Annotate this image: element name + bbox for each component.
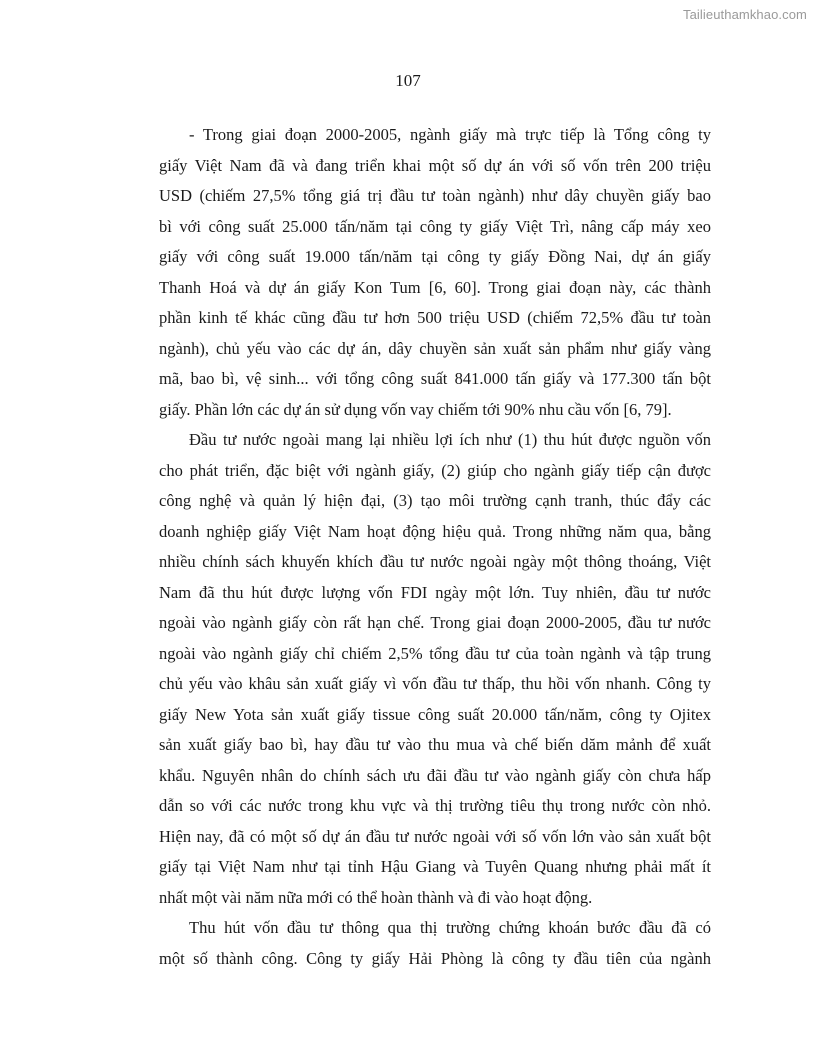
paragraph-line: ngoài vào ngành giấy chỉ chiếm 2,5% tổng đầu tư của toàn ngành và tập trung xyxy=(159,643,711,663)
paragraph-line: giấy Việt Nam đã và đang triển khai một số dự án với số vốn trên 200 triệu xyxy=(159,155,711,175)
paragraph-line: khẩu. Nguyên nhân do chính sách ưu đãi đầu tư vào ngành giấy còn chưa hấp xyxy=(159,765,711,785)
paragraph-line: mã, bao bì, vệ sinh... với tổng công suất 841.000 tấn giấy và 177.300 tấn bột xyxy=(159,369,711,388)
paragraph-line: sản xuất giấy bao bì, hay đầu tư vào thu mua và chế biến dăm mảnh để xuất xyxy=(159,735,711,754)
paragraph-line: doanh nghiệp giấy Việt Nam hoạt động hiệu quả. Trong những năm qua, bằng xyxy=(159,521,711,541)
paragraph-line: ngoài vào ngành giấy còn rất hạn chế. Trong giai đoạn 2000-2005, đầu tư nước xyxy=(159,613,711,632)
paragraph-line: một số thành công. Công ty giấy Hải Phòng là công ty đầu tiên của ngành xyxy=(159,948,711,968)
page-number: 107 xyxy=(395,71,421,90)
paragraph-line: công nghệ và quản lý hiện đại, (3) tạo môi trường cạnh tranh, thúc đẩy các xyxy=(159,491,711,510)
paragraph-3 xyxy=(159,913,711,974)
paragraph-line: giấy. Phần lớn các dự án sử dụng vốn vay chiếm tới 90% nhu cầu vốn [6, 79]. xyxy=(159,399,672,419)
paragraph-line: giấy với công suất 19.000 tấn/năm tại công ty giấy Đồng Nai, dự án giấy xyxy=(159,247,711,266)
paragraph-line: - Trong giai đoạn 2000-2005, ngành giấy mà trực tiếp là Tổng công ty xyxy=(189,125,711,144)
paragraph-line: chủ yếu vào khâu sản xuất giấy vì vốn đầu tư thấp, thu hồi vốn nhanh. Công ty xyxy=(159,674,711,693)
paragraph-line: ngành), chủ yếu vào các dự án, dây chuyền sản xuất sản phẩm như giấy vàng xyxy=(159,338,711,358)
document-body xyxy=(159,120,711,974)
paragraph-2 xyxy=(159,425,711,913)
paragraph-line: nhất một vài năm nữa mới có thể hoàn thành và đi vào hoạt động. xyxy=(159,887,593,907)
paragraph-line: Thanh Hoá và dự án giấy Kon Tum [6, 60]. Trong giai đoạn này, các thành xyxy=(159,277,711,297)
paragraph-line: Đầu tư nước ngoài mang lại nhiều lợi ích như (1) thu hút được nguồn vốn xyxy=(189,430,711,449)
watermark: Tailieuthamkhao.com xyxy=(682,7,807,22)
paragraph-line: cho phát triển, đặc biệt với ngành giấy, (2) giúp cho ngành giấy tiếp cận được xyxy=(159,460,711,480)
paragraph-line: Nam đã thu hút được lượng vốn FDI ngày một lớn. Tuy nhiên, đầu tư nước xyxy=(159,582,711,602)
paragraph-line: giấy New Yota sản xuất giấy tissue công suất 20.000 tấn/năm, công ty Ojitex xyxy=(159,704,711,724)
paragraph-line: Thu hút vốn đầu tư thông qua thị trường chứng khoán bước đầu đã có xyxy=(189,918,711,937)
paragraph-line: Hiện nay, đã có một số dự án đầu tư nước ngoài với số vốn lớn vào sản xuất bột xyxy=(159,826,711,846)
paragraph-line: nhiều chính sách khuyến khích đầu tư nước ngoài ngày một thông thoáng, Việt xyxy=(159,552,711,571)
paragraph-1 xyxy=(159,120,711,425)
paragraph-line: USD (chiếm 27,5% tổng giá trị đầu tư toàn ngành) như dây chuyền giấy bao xyxy=(159,186,711,205)
paragraph-line: phần kinh tế khác cũng đầu tư hơn 500 triệu USD (chiếm 72,5% đầu tư toàn xyxy=(159,308,711,327)
paragraph-line: bì với công suất 25.000 tấn/năm tại công ty giấy Việt Trì, nâng cấp máy xeo xyxy=(159,216,711,236)
paragraph-line: giấy tại Việt Nam như tại tỉnh Hậu Giang và Tuyên Quang nhưng phải mất ít xyxy=(159,857,711,876)
paragraph-line: dẫn so với các nước trong khu vực và thị trường tiêu thụ trong nước còn nhỏ. xyxy=(159,796,711,815)
